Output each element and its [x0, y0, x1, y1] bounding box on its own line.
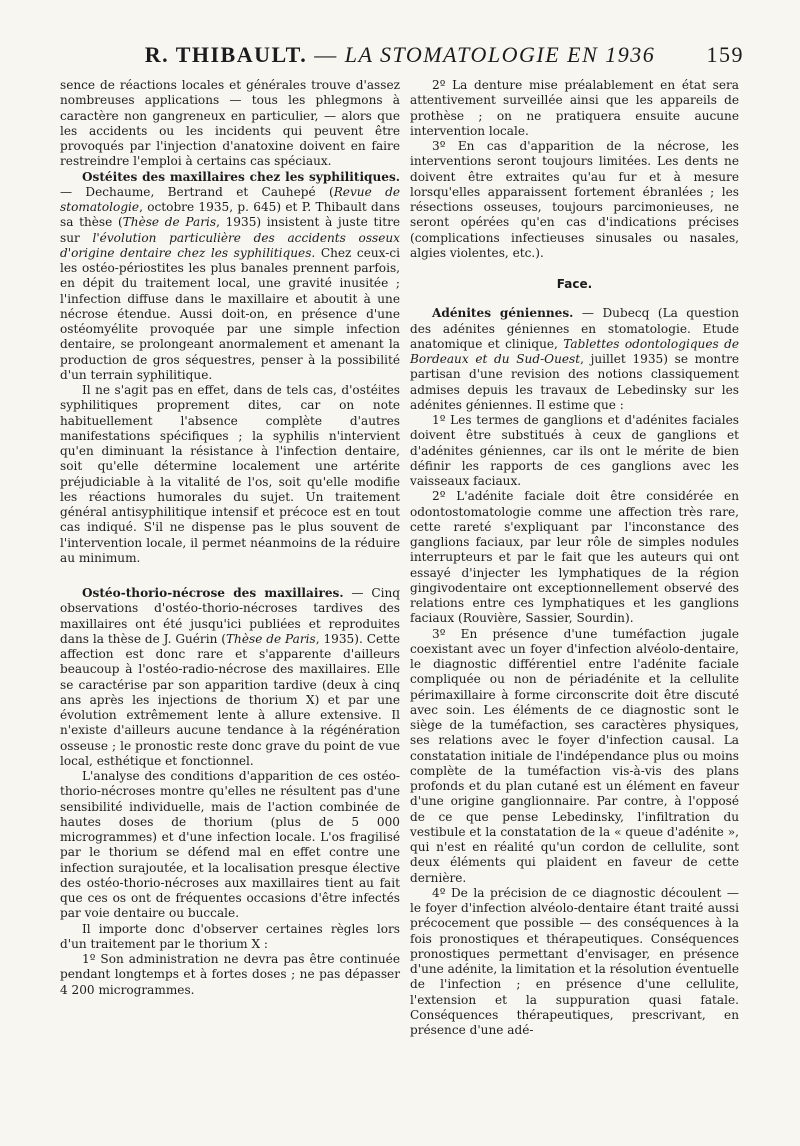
paragraph-syphilitic-osteitis [60, 170, 400, 384]
text-run: — Dubecq (La question des adénites géniennes en stomatologie. Etude anatomique et clinique, [410, 306, 739, 351]
text-run: . Chez ceux-ci les ostéo-périostites les plus banales prennent parfois, en dépit du traitement local, une gravité inusitée ; l'infection diffuse dans le maxillaire et aboutit à une nécrose étendue. Aussi doit-on, en présence d'une ostéomyélite provoquée par une simple infection dentaire, se prolongeant anormalement et amenant la production de gros séquestres, penser à la possibilité d'un terrain syphilitique. [60, 245, 400, 382]
header-dash: — [307, 42, 345, 67]
paragraph: Il ne s'agit pas en effet, dans de tels cas, d'ostéites syphilitiques proprement dites, car on note habituellement l'absence complète d'autres manifestations spécifiques ; la syphilis n'intervient qu'en diminuant la résistance à l'infection dentaire, soit qu'elle détermine localement une artérite préjudiciable à la vitalité de l'os, soit qu'elle modifie les réactions humorales du sujet. Un traitement général antisyphilitique intensif et précoce est en tout cas indiqué. S'il ne dispense pas le plus souvent de l'intervention locale, il permet néanmoins de la réduire au minimum. [60, 383, 400, 565]
header-title: LA STOMATOLOGIE EN 1936 [344, 42, 656, 67]
section-heading: Ostéo-thorio-nécrose des maxillaires. [82, 586, 344, 600]
header-author: R. THIBAULT. [144, 42, 308, 67]
paragraph: L'analyse des conditions d'apparition de ces ostéo-thorio-nécroses montre qu'elles ne résultent pas d'une sensibilité individuelle, mais de l'action combinée de hautes doses de thorium (plus de 5 000 microgrammes) et d'une infection locale. L'os fragilisé par le thorium se défend mal en effet contre une infection surajoutée, et la localisation presque élective des ostéo-thorio-nécroses aux maxillaires tient au fait que ces os ont de fréquentes occasions d'être infectés par voie dentaire ou buccale. [60, 769, 400, 921]
paragraph-thorium-necrosis [60, 586, 400, 769]
text-run: , 1935). Cette affection est donc rare et s'apparente d'ailleurs beaucoup à l'ostéo-radio-nécrose des maxillaires. Elle se caractérise par son apparition tardive (deux à cinq ans après les injections de thorium X) et par une évolution extrêmement lente à allure extensive. Il n'existe d'ailleurs aucune tendance à la régénération osseuse ; le pronostic reste donc grave du point de vue local, esthétique et fonctionnel. [60, 631, 400, 768]
paragraph: 2º L'adénite faciale doit être considérée en odontostomatologie comme une affection très rare, cette rareté s'expliquant par l'inconstance des ganglions faciaux, par leur rôle de simples nodules interrupteurs et par le fait que les auteurs qui ont essayé d'injecter les lymphatiques de la région gingivodentaire ont exceptionnellement observé des relations entre ces lymphatiques et les ganglions faciaux (Rouvière, Sassier, Sourdin). [410, 489, 739, 626]
paragraph: Il importe donc d'observer certaines règles lors d'un traitement par le thorium X : [60, 921, 400, 951]
page-number: 159 [706, 42, 744, 67]
citation: l'évolution particulière des accidents osseux d'origine dentaire chez les syphilitiques [60, 230, 401, 260]
paragraph: 3º En cas d'apparition de la nécrose, les interventions seront toujours limitées. Les dents ne doivent être extraites qu'au fur et à mesure lorsqu'elles apparaissent fortement ébranlées ; les résections osseuses, toujours parcimonieuses, ne seront opérées qu'en cas d'indications précises (complications infectieuses sinusales ou nasales, algies violentes, etc.). [410, 139, 739, 260]
section-heading: Ostéites des maxillaires chez les syphilitiques. [82, 169, 400, 184]
paragraph: 1º Les termes de ganglions et d'adénites faciales doivent être substitués à ceux de ganglions et d'adénites géniennes, car ils ont le mérite de bien définir les rapports de ces ganglions avec les vaisseaux faciaux. [410, 413, 739, 488]
citation: Thèse de Paris [225, 631, 316, 646]
paragraph: 2º La denture mise préalablement en état sera attentivement surveillée ainsi que les appareils de prothèse ; on ne pratiquera ensuite aucune intervention locale. [410, 78, 739, 138]
right-column [410, 78, 739, 1038]
paragraph: 1º Son administration ne devra pas être continuée pendant longtemps et à fortes doses ; ne pas dépasser 4 200 microgrammes. [60, 952, 400, 997]
text-run: — Dechaume, Bertrand et Cauhepé ( [60, 184, 334, 199]
paragraph: 4º De la précision de ce diagnostic découlent — le foyer d'infection alvéolo-dentaire étant traité aussi précocement que possible — des conséquences à la fois pronostiques et thérapeutiques. Conséquences pronostiques permettant d'envisager, en présence d'une adénite, la limitation et la résolution éventuelle de l'infection ; en présence d'une cellulite, l'extension et la suppuration quasi fatale. Conséquences thérapeutiques, prescrivant, en présence d'une adé- [410, 885, 739, 1037]
citation: Revue de stomatologie [60, 184, 400, 214]
text-run: , juillet 1935) se montre partisan d'une revision des notions classiquement admises depuis les travaux de Lebedinsky sur les adénites géniennes. Il estime que : [410, 352, 740, 412]
section-heading: Adénites géniennes. [432, 306, 574, 321]
paragraph-genian-adenitis [410, 306, 739, 413]
citation: Thèse de Paris [122, 215, 217, 230]
left-column [60, 78, 400, 998]
citation: Tablettes odontologiques de Bordeaux et du Sud-Ouest [410, 336, 739, 366]
paragraph: sence de réactions locales et générales trouve d'assez nombreuses applications — tous les phlegmons à caractère non gangreneux en particulier, — alors que les accidents ou les incidents qui peuvent être provoqués par l'injection d'anatoxine doivent en faire restreindre l'emploi à certains cas spéciaux. [60, 78, 400, 169]
section-title-face: Face. [556, 277, 593, 291]
paragraph: 3º En présence d'une tuméfaction jugale coexistant avec un foyer d'infection alvéolo-dentaire, le diagnostic différentiel entre l'adénite faciale compliquée ou non de périadénite et la cellulite périmaxillaire à forme circonscrite doit être discuté avec soin. Les éléments de ce diagnostic sont le siège de la tuméfaction, ses caractères physiques, ses relations avec le foyer d'infection causal. La constatation initiale de l'indépendance plus ou moins complète de la tuméfaction vis-à-vis des plans profonds et du plan cutané est un élément en faveur d'une origine ganglionnaire. Par contre, à l'opposé de ce que pense Lebedinsky, l'infiltration du vestibule et la constatation de la « queue d'adénite », qui n'est en réalité qu'un cordon de cellulite, sont deux éléments qui plaident en faveur de cette dernière. [410, 626, 739, 885]
text-run: , 1935) insistent à juste titre sur [60, 215, 401, 245]
text-run: , octobre 1935, p. 645) et P. Thibault dans sa thèse ( [60, 200, 400, 230]
text-run: — Cinq observations d'ostéo-thorio-nécroses tardives des maxillaires ont été jusqu'ici publiées et reproduites dans la thèse de J. Guérin ( [60, 586, 400, 646]
running-header [60, 42, 744, 72]
